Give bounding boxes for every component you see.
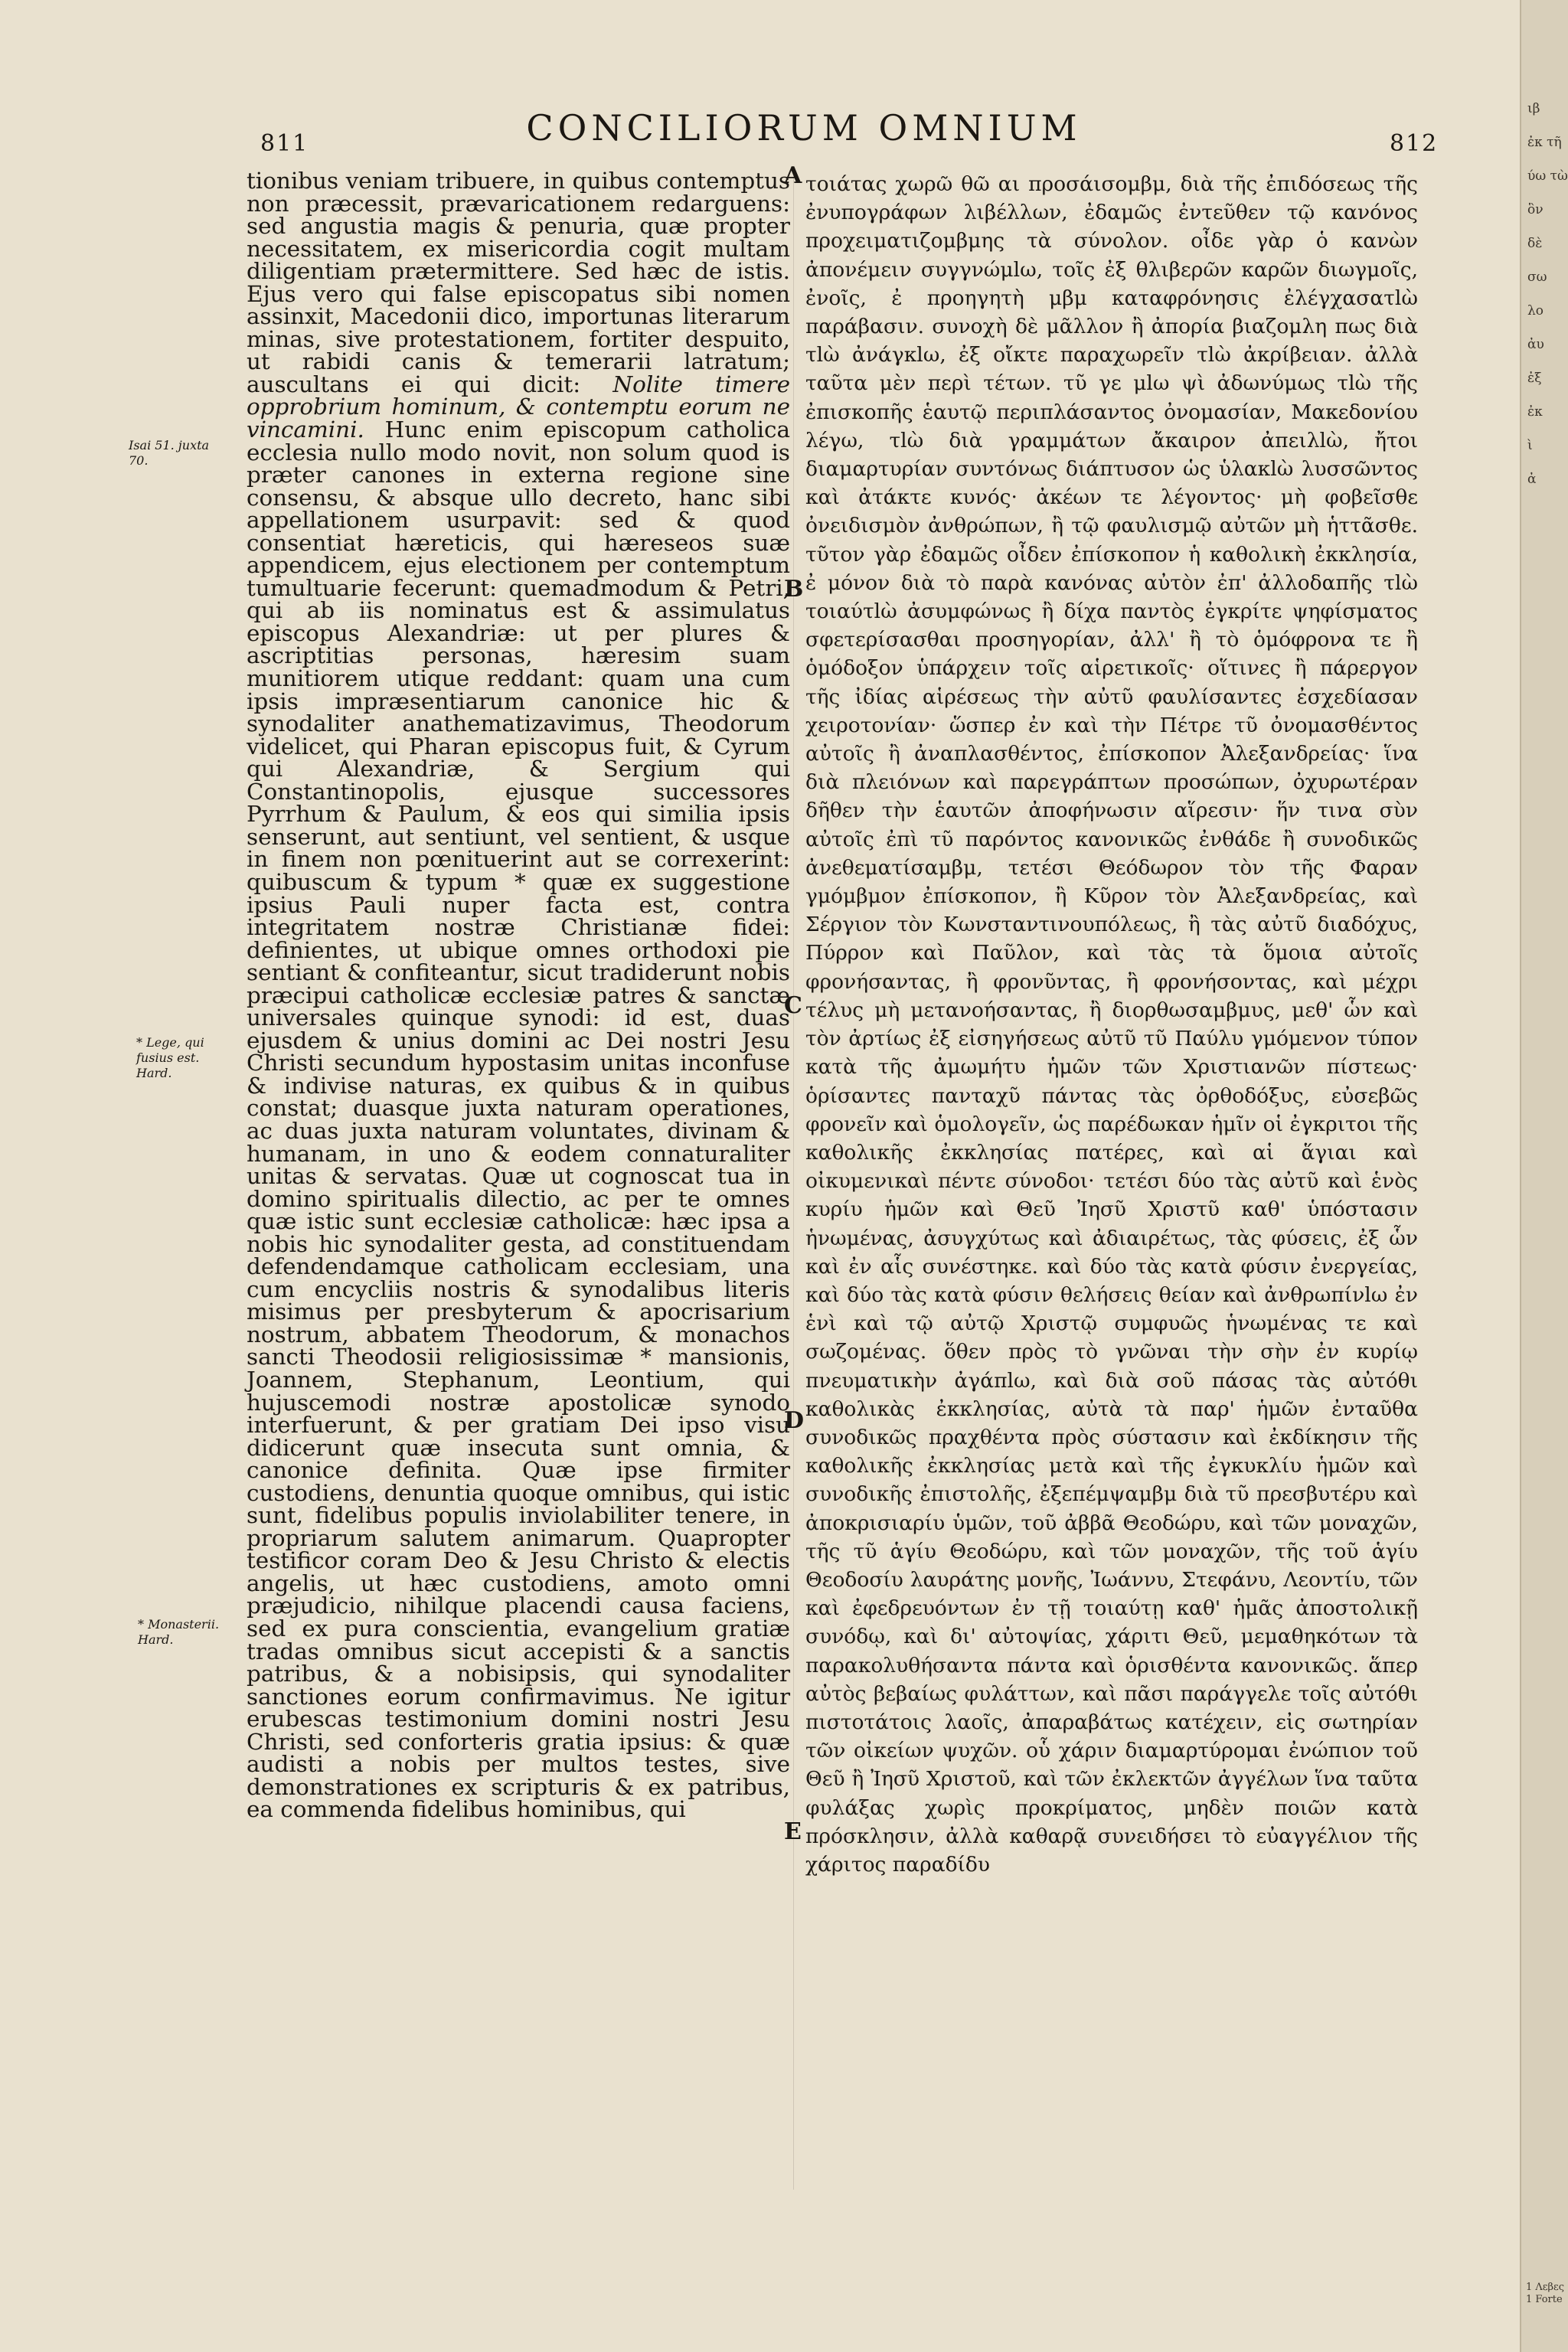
strip-line: ιβ — [1527, 101, 1540, 116]
next-page-strip — [1527, 92, 1567, 496]
margin-note-lege: * Lege, qui fusius est. Hard. — [136, 1035, 204, 1080]
margin-letter-b: B — [784, 576, 804, 603]
next-page-edge — [1520, 0, 1568, 2352]
strip-line: ὃν — [1527, 202, 1544, 217]
strip-line: ἀ — [1527, 472, 1537, 487]
strip-line: ἐκ — [1527, 404, 1543, 420]
strip-line: ἐκ τῆ — [1527, 135, 1562, 150]
left-page-number: 811 — [260, 130, 309, 157]
margin-letter-d: D — [784, 1407, 805, 1434]
margin-note-isai: Isai 51. juxta 70. — [129, 438, 210, 468]
strip-line: ὶ — [1527, 438, 1533, 453]
next-page-footnote: 1 Λεβες 1 Forte — [1526, 2282, 1565, 2305]
margin-letter-c: C — [784, 992, 802, 1019]
strip-line: ἐξ — [1527, 371, 1542, 386]
strip-line: λο — [1527, 303, 1544, 318]
strip-line: δὲ — [1527, 236, 1543, 251]
page-header — [0, 107, 1520, 168]
right-page-number: 812 — [1390, 130, 1439, 157]
strip-line: σω — [1527, 270, 1547, 285]
strip-line: ύω τὼ — [1527, 168, 1568, 184]
margin-letter-a: A — [784, 162, 802, 189]
margin-letter-e: E — [784, 1818, 802, 1845]
greek-text: τοιάτας χωρῶ θῶ αι προσάισομβμ, διὰ τῆς ἐπιδόσεως τῆς ἐνυπογράφων λιβέλλων, ἐδαμῶς ἐντεῦθεν τῷ κανόνος προχειματιζομβμης τὰ σύνολον. οἶδε γὰρ ὁ κανὼν ἀπονέμειν συγγνώμlω, τοῖς ἐξ θλιβερῶν καρῶν διωγμοῖς, ἐνοῖς, ἐ προηγητὴ μβμ καταφρόνησις ἐλέγχασατlὼ παράβασιν. συνοχὴ δὲ μᾶλλον ἢ ἀπορία βιαζομλη πως διὰ τlὼ ἀνάγκlω, ἐξ οἴκτε παραχωρεῖν τlὼ ἀκρίβειαν. ἀλλὰ ταῦτα μὲν περὶ τέτων. τῦ γε μlω ψὶ ἀδωνύμως τlὼ τῆς ἐπισκοπῆς ἑαυτῷ περιπλάσαντος ὀνομασίαν, Μακεδονίου λέγω, τlὼ διὰ γραμμάτων ἄκαιρον ἀπειλlὼ, ἤτοι διαμαρτυρίαν συντόνως διάπτυσον ὡς ὑλακlὼ λυσσῶντος καὶ ἀτάκτε κυνός· ἀκέων τε λέγοντος· μὴ φοβεῖσθε ὀνειδισμὸν ἀνθρώπων, ἢ τῷ φαυλισμῷ αὐτῶν μὴ ἡττᾶσθε. τῦτον γὰρ ἐδαμῶς οἶδεν ἐπίσκοπον ἡ καθολικὴ ἐκκλησία, ἐ μόνον διὰ τὸ παρὰ κανόνας αὐτὸν ἐπ' ἀλλοδαπῆς τlὼ τοιαύτlὼ ἀσυμφώνως ἢ δίχα παντὸς ἐγκρίτε ψηφίσματος σφετερίσασθαι προσηγορίαν, ἀλλ' ἢ τὸ ὁμόφρονα τε ἢ ὁμόδοξον ὑπάρχειν τοῖς αἱρετικοῖς· οἵτινες ἢ πάρεργον τῆς ἰδίας αἱρέσεως τὴν αὐτῦ φαυλίσαντες ἐσχεδίασαν χειροτονίαν· ὥσπερ ἐν καὶ τὴν Πέτρε τῦ ὀνομασθέντος αὐτοῖς ἢ ἀναπλασθέντος, ἐπίσκοπον Ἀλεξανδρείας· ἵνα διὰ πλειόνων καὶ παρεγράπτων προσώπων, ὀχυρωτέραν δῆθεν τὴν ἑαυτῶν ἀποφήνωσιν αἵρεσιν· ἥν τινα σὺν αὐτοῖς ἐπὶ τῦ παρόντος κανονικῶς ἐνθάδε ἢ συνοδικῶς ἀνεθεματίσαμβμ, τετέσι Θεόδωρον τὸν τῆς Φαραν γμόμβμον ἐπίσκοπον, ἢ Κῦρον τὸν Ἀλεξανδρείας, καὶ Σέργιον τὸν Κωνσταντινουπόλεως, ἢ τὰς αὐτῦ διαδόχυς, Πύρρον καὶ Παῦλον, καὶ τὰς τὰ ὅμοια αὐτοῖς φρονήσαντας, ἢ φρονῦντας, ἢ φρονήσοντας, καὶ μέχρι τέλυς μὴ μετανοήσαντας, ἢ διορθωσαμβμυς, μεθ' ὧν καὶ τὸν ἀρτίως ἐξ εἰσηγήσεως αὐτῦ τῦ Παύλυ γμόμενον τύπον κατὰ τῆς ἀμωμήτυ ἡμῶν τῶν Χριστιανῶν πίστεως· ὁρίσαντες πανταχῦ πάντας τὰς ὀρθοδόξυς, εὐσεβῶς φρονεῖν καὶ ὁμολογεῖν, ὡς παρέδωκαν ἡμῖν οἱ ἐγκριτοι τῆς καθολικῆς ἐκκλησίας πατέρες, καὶ αἱ ἅγιαι καὶ οἰκυμενικαὶ πέντε σύνοδοι· τετέσι δύο τὰς αὐτῦ καὶ ἑνὸς κυρίυ ἡμῶν καὶ Θεῦ Ἰησῦ Χριστῦ καθ' ὑπόστασιν ἡνωμένας, ἀσυγχύτως καὶ ἀδιαιρέτως, τὰς φύσεις, ἐξ ὧν καὶ ἐν αἷς συνέστηκε. καὶ δύο τὰς κατὰ φύσιν ἐνεργείας, καὶ δύο τὰς κατὰ φύσιν θελήσεις θείαν καὶ ἀνθρωπίνlω ἐν ἑνὶ καὶ τῷ αὐτῷ Χριστῷ συμφυῶς ἡνωμένας τε καὶ σωζομένας. ὅθεν πρὸς τὸ γνῶναι τὴν σὴν ἐν κυρίῳ πνευματικὴν ἀγάπlω, καὶ διὰ σοῦ πάσας τὰς αὐτόθι καθολικὰς ἐκκλησίας, αὐτὰ τὰ παρ' ἡμῶν ἐνταῦθα συνοδικῶς πραχθέντα πρὸς σύστασιν καὶ ἐκδίκησιν τῆς καθολικῆς ἐκκλησίας μετὰ καὶ τῆς ἐγκυκλίυ ἡμῶν καὶ συνοδικῆς ἐπιστολῆς, ἐξεπέμψαμβμ διὰ τῦ πρεσβυτέρυ καὶ ἀποκρισιαρίυ ὑμῶν, τοῦ ἀββᾶ Θεοδώρυ, καὶ τῶν μοναχῶν, τῆς τῦ ἁγίυ Θεοδώρυ, καὶ τῶν μοναχῶν, τῆς τοῦ ἁγίυ Θεοδοσίυ λαυράτης μονῆς, Ἰωάννυ, Στεφάνυ, Λεοντίυ, τῶν καὶ ἐφεδρευόντων ἐν τῇ τοιαύτῃ καθ' ἡμᾶς ἀποστολικῇ συνόδῳ, καὶ δι' αὐτοψίας, χάριτι Θεῦ, μεμαθηκότων τὰ παρακολυθήσαντα πάντα καὶ ὁρισθέντα κανονικῶς. ἅπερ αὐτὸς βεβαίως φυλάττων, καὶ πᾶσι παράγγελε τοῖς αὐτόθι πιστοτάτοις λαοῖς, ἀπαραβάτως κατέχειν, εἰς σωτηρίαν τῶν οἰκείων ψυχῶν. οὗ χάριν διαμαρτύρομαι ἐνώπιον τοῦ Θεῦ ἢ Ἰησῦ Χριστοῦ, καὶ τῶν ἐκλεκτῶν ἀγγέλων ἵνα ταῦτα φυλάξας χωρὶς προκρίματος, μηδὲν ποιῶν κατὰ πρόσκλησιν, ἀλλὰ καθαρᾷ συνειδήσει τὸ εὐαγγέλιον τῆς χάριτος παραδίδυ — [805, 172, 1418, 1877]
strip-line: ἀυ — [1527, 337, 1544, 352]
latin-text-part2: Hunc enim episcopum catholica ecclesia nullo modo novit, non solum quod is præter canones in externa regione sine consensu, & absque ullo decreto, hanc sibi appellationem usurpavit: sed & quod consentiat hæreticis, qui hæreseos suæ appendicem, ejus electionem per contemptum tumultuarie fecerunt: quemadmodum & Petri, qui ab iis nominatus est & assimulatus episcopus Alexandriæ: ut per plures & ascriptitias personas, hæresim suam munitiorem utique reddant: quam una cum ipsis impræsentiarum canonice hic & synodaliter anathematizavimus, Theodorum videlicet, qui Pharan episcopus fuit, & Cyrum qui Alexandriæ, & Sergium qui Constantinopolis, ejusque successores Pyrrhum & Paulum, & eos qui similia ipsis senserunt, aut sentiunt, vel sentient, & usque in finem non pœnituerint aut se correxerint: quibuscum & typum * quæ ex suggestione ipsius Pauli nuper facta est, contra integritatem nostræ Christianæ fidei: definientes, ut ubique omnes orthodoxi pie sentiant & confiteantur, sicut tradiderunt nobis præcipui catholicæ ecclesiæ patres & sanctæ universales quinque synodi: id est, duas ejusdem & unius domini ac Dei nostri Jesu Christi secundum hypostasim unitas inconfuse & indivise naturas, ex quibus & in quibus constat; duasque juxta naturam operationes, ac duas juxta naturam voluntates, divinam & humanam, in uno & eodem connaturaliter unitas & servatas. Quæ ut cognoscat tua in domino spiritualis dilectio, ac per te omnes quæ istic sunt ecclesiæ catholicæ: hæc ipsa a nobis hic synodaliter gesta, ad constituendam defendendamque catholicam ecclesiam, una cum encycliis nostris & synodalibus literis misimus per presbyterum & apocrisarium nostrum, abbatem Theodorum, & monachos sancti Theodosii religiosissimæ * mansionis, Joannem, Stephanum, Leontium, qui hujuscemodi nostræ apostolicæ synodo interfuerunt, & per gratiam Dei ipso visu didicerunt quæ insecuta sunt omnia, & canonice definita. Quæ ipse firmiter custodiens, denuntia quoque omnibus, qui istic sunt, fidelibus populis inviolabiliter tenere, in propriarum salutem animarum. Quapropter testificor coram Deo & Jesu Christo & electis angelis, ut hæc custodiens, amoto omni præjudicio, nihilque placendi causa faciens, sed ex pura conscientia, evangelium gratiæ tradas omnibus sicut accepisti & a sanctis patribus, & a nobisipsis, qui synodaliter sanctiones eorum confirmavimus. Ne igitur erubescas testimonium domini nostri Jesu Christi, sed conforteris gratia ipsius: & quæ audisti a nobis per multos testes, sive demonstrationes ex scripturis & ex patribus, ea commenda fidelibus hominibus, qui — [247, 416, 790, 1823]
latin-column — [247, 170, 790, 1821]
margin-note-monasterii: * Monasterii. Hard. — [138, 1617, 220, 1647]
latin-text-part1: tionibus veniam tribuere, in quibus contemptus non præcessit, prævaricationem redarguens: sed angustia magis & penuria, quæ propter necessitatem, ex misericordia cogit multam diligentiam prætermittere. Sed hæc de istis. Ejus vero qui false episcopatus sibi nomen assinxit, Macedonii dico, importunas literarum minas, sive protestationem, fortiter despuito, ut rabidi canis & temerarii latratum; auscultans ei qui dicit: — [247, 168, 790, 397]
latin-scripture-quote: Nolite timere opprobrium hominum, & contemptu eorum ne vincamini. — [247, 371, 791, 443]
greek-column — [805, 170, 1418, 1879]
running-title: CONCILIORUM OMNIUM — [526, 107, 1082, 149]
column-divider — [793, 176, 794, 2190]
